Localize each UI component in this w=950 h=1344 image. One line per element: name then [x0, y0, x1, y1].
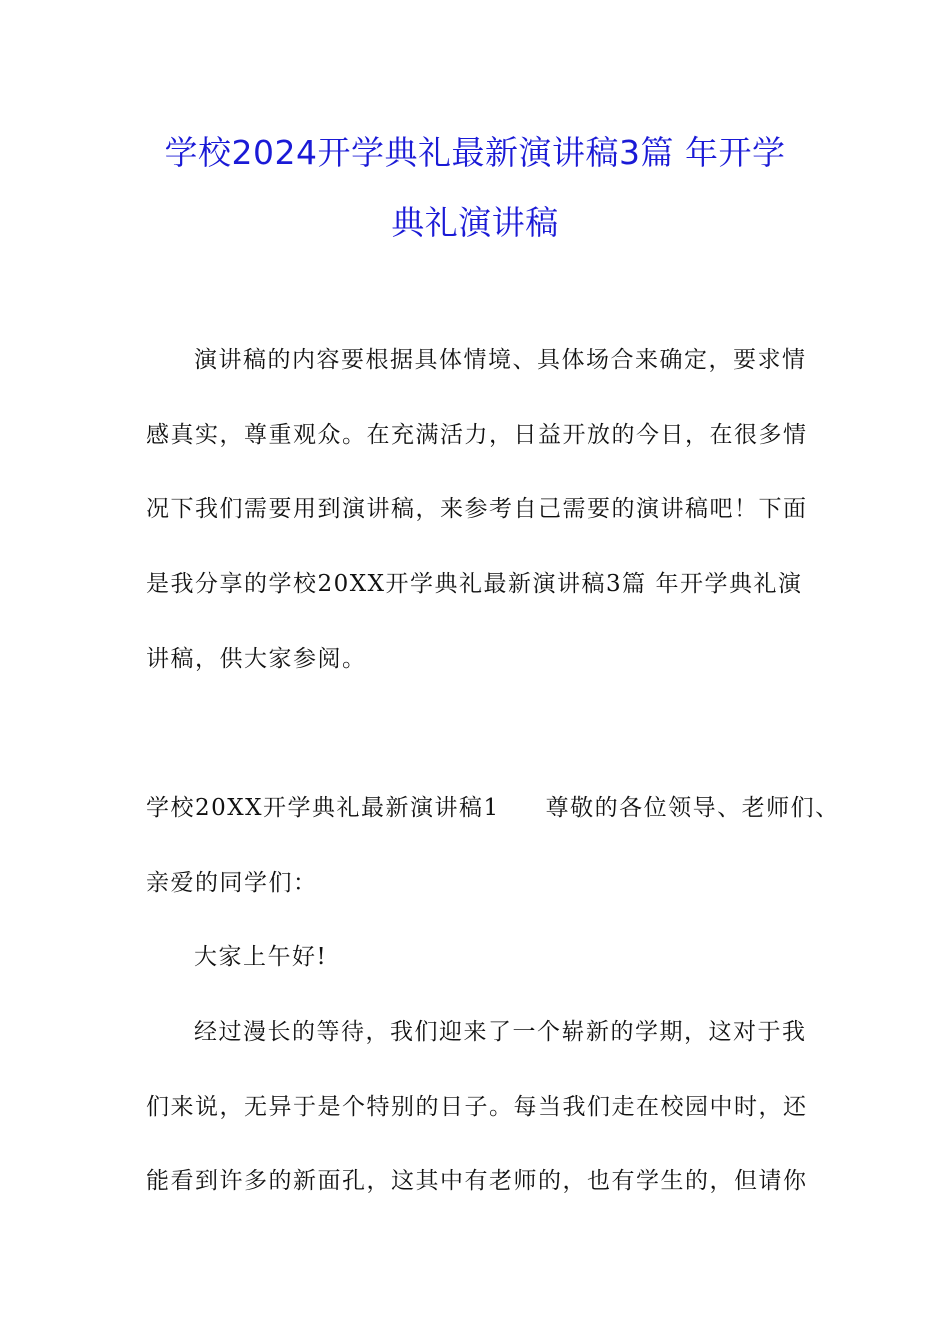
- intro-line-1: 演讲稿的内容要根据具体情境、具体场合来确定，要求情: [194, 347, 807, 373]
- section1-paragraph-line-1: 经过漫长的等待，我们迎来了一个崭新的学期，这对于我: [194, 1019, 807, 1045]
- intro-line-5: 讲稿，供大家参阅。: [146, 646, 367, 672]
- section1-heading-line: [146, 793, 840, 823]
- section1-paragraph-line-2: 们来说，无异于是个特别的日子。每当我们走在校园中时，还: [146, 1094, 808, 1120]
- document-title: [130, 118, 820, 258]
- section1-salutation-end: 亲爱的同学们：: [146, 870, 318, 896]
- title-line-2: 典礼演讲稿: [391, 203, 559, 242]
- intro-line-4: 是我分享的学校20XX开学典礼最新演讲稿3篇 年开学典礼演: [146, 571, 803, 597]
- section1-heading: 学校20XX开学典礼最新演讲稿1: [146, 795, 500, 821]
- section1-greeting: 大家上午好!: [194, 944, 328, 970]
- section1-paragraph-line-3: 能看到许多的新面孔，这其中有老师的，也有学生的，但请你: [146, 1168, 808, 1194]
- intro-line-2: 感真实，尊重观众。在充满活力，日益开放的今日，在很多情: [146, 422, 808, 448]
- section1-salutation-start: 尊敬的各位领导、老师们、: [545, 795, 840, 821]
- title-line-1: 学校2024开学典礼最新演讲稿3篇 年开学: [164, 133, 786, 172]
- intro-line-3: 况下我们需要用到演讲稿，来参考自己需要的演讲稿吧！下面: [146, 496, 808, 522]
